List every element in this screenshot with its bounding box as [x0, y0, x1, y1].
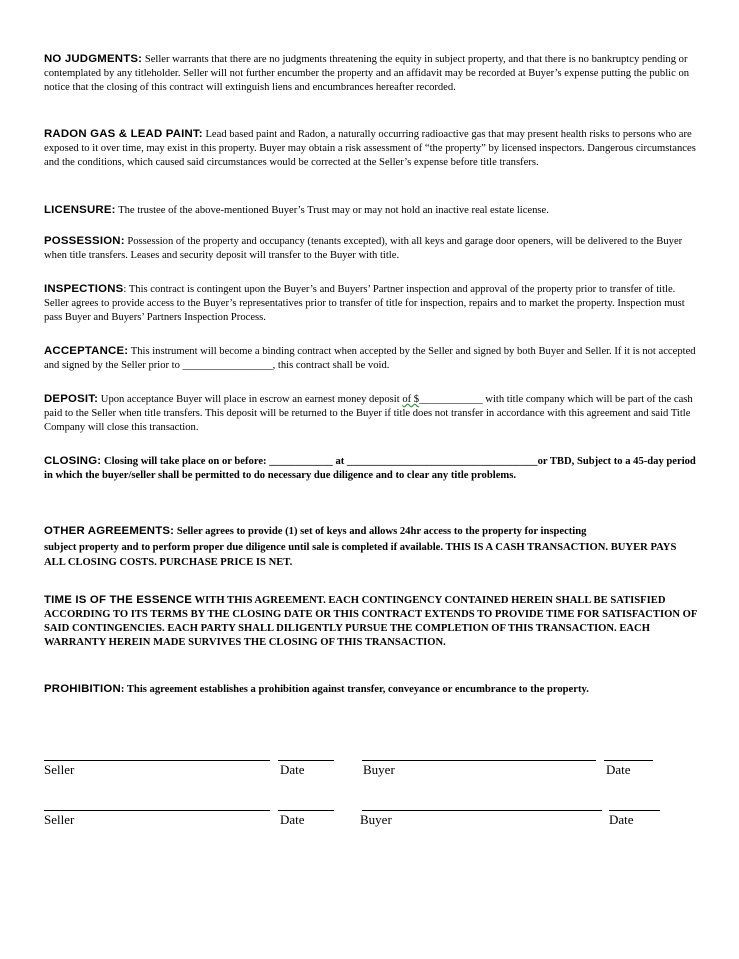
section-time-of-essence — [44, 594, 698, 650]
seller-signature-line[interactable] — [44, 760, 270, 761]
buyer-signature-line[interactable] — [362, 760, 596, 761]
buyer-signature-line[interactable] — [362, 810, 602, 811]
section-heading: TIME IS OF THE ESSENCE — [44, 594, 193, 606]
section-acceptance — [44, 345, 698, 373]
buyer-label: Buyer — [360, 812, 392, 827]
seller-date-line[interactable] — [278, 810, 334, 811]
section-closing — [44, 455, 698, 483]
deposit-amount-label: of $ — [402, 394, 420, 405]
buyer-date-line[interactable] — [609, 810, 660, 811]
section-possession — [44, 235, 698, 263]
section-heading: ACCEPTANCE: — [44, 345, 129, 357]
section-heading: OTHER AGREEMENTS: — [44, 525, 175, 537]
seller-signature-line[interactable] — [44, 810, 270, 811]
section-inspections — [44, 283, 698, 325]
section-prohibition — [44, 683, 698, 697]
section-licensure — [44, 204, 698, 218]
section-heading: PROHIBITION — [44, 683, 121, 695]
date-label: Date — [280, 812, 305, 827]
section-body: Possession of the property and occupancy (tenants excepted), with all keys and garage door openers, will be delivered to the Buyer when title transfers. Leases and security deposit will transfer to the Buyer with title. — [44, 236, 683, 261]
section-no-judgments — [44, 53, 698, 95]
section-body: Closing will take place on or before: ____________ at ____________________________________or TBD, Subject to a 45-day period in which the buyer/seller shall be permitted to do necessary due diligence and to clear any title problems. — [44, 456, 696, 481]
section-heading: NO JUDGMENTS: — [44, 53, 143, 65]
section-body: Upon acceptance Buyer will place in escrow an earnest money deposit — [100, 394, 403, 405]
section-body: : This contract is contingent upon the Buyer’s and Buyers’ Partner inspection and approval of the property prior to transfer of title. Seller agrees to provide access to the Buyer’s representatives prior to transfer of title for inspection, repairs and to market the property. Inspection must pass Buyer and Buyers’ Partners Inspection Process. — [44, 284, 685, 323]
section-body: Seller agrees to provide (1) set of keys and allows 24hr access to the property for inspecting — [176, 526, 587, 537]
section-heading: POSSESSION: — [44, 235, 125, 247]
section-deposit — [44, 393, 698, 435]
section-body: ____________ with title company which will be part of the cash paid to the Seller when title transfers. This deposit will be returned to the Buyer if title does not transfer in accordance with this agreement and said Title Company will close this transaction. — [44, 394, 693, 433]
seller-label: Seller — [44, 762, 75, 777]
section-heading: DEPOSIT: — [44, 393, 99, 405]
seller-date-line[interactable] — [278, 760, 334, 761]
section-heading: LICENSURE: — [44, 204, 116, 216]
section-body: Seller warrants that there are no judgments threatening the equity in subject property, and that there is no bankruptcy pending or contemplated by any titleholder. Seller will not further encumber the property and an affidavit may be recorded at Buyer’s expense putting the public on notice that the closing of this contract will extinguish liens and encumbrances hereafter recorded. — [44, 54, 690, 93]
section-heading: RADON GAS & LEAD PAINT: — [44, 128, 203, 140]
section-body: WITH THIS AGREEMENT. EACH CONTINGENCY CONTAINED HEREIN SHALL BE SATISFIED ACCORDING TO ITS TERMS BY THE CLOSING DATE OR THIS CONTRACT EXTENDS TO PROVIDE TIME FOR SATISFACTION OF SAID CONTINGENCIES. EACH PARTY SHALL DILIGENTLY PURSUE THE COMPLETION OF THIS TRANSACTION. EACH WARRANTY HEREIN MADE SURVIVES THE CLOSING OF THIS TRANSACTION. — [44, 595, 697, 648]
section-body: Lead based paint and Radon, a naturally occurring radioactive gas that may present health risks to persons who are exposed to it over time, may exist in this property. Buyer may obtain a risk assessment of “the property” by licensed inspectors. Dangerous circumstances and the conditions, which caused said circumstances would be corrected at the Seller’s expense before title transfers. — [44, 129, 696, 168]
section-radon-lead-paint — [44, 128, 698, 170]
section-body: : This agreement establishes a prohibition against transfer, conveyance or encumbrance to the property. — [120, 684, 589, 695]
section-body: This instrument will become a binding contract when accepted by the Seller and signed by both Buyer and Seller. If it is not accepted and signed by the Seller prior to _________________, this contract shall be void. — [44, 346, 696, 371]
date-label: Date — [280, 762, 305, 777]
date-label: Date — [609, 812, 634, 827]
section-body: The trustee of the above-mentioned Buyer’s Trust may or may not hold an inactive real estate license. — [118, 205, 549, 216]
section-other-agreements — [44, 524, 698, 571]
buyer-label: Buyer — [363, 762, 395, 777]
seller-label: Seller — [44, 812, 75, 827]
section-heading: INSPECTIONS — [44, 283, 124, 295]
section-heading: CLOSING: — [44, 455, 102, 467]
section-body: subject property and to perform proper due diligence until sale is completed if available. THIS IS A CASH TRANSACTION. BUYER PAYS ALL CLOSING COSTS. PURCHASE PRICE IS NET. — [44, 541, 677, 568]
buyer-date-line[interactable] — [604, 760, 653, 761]
date-label: Date — [606, 762, 631, 777]
